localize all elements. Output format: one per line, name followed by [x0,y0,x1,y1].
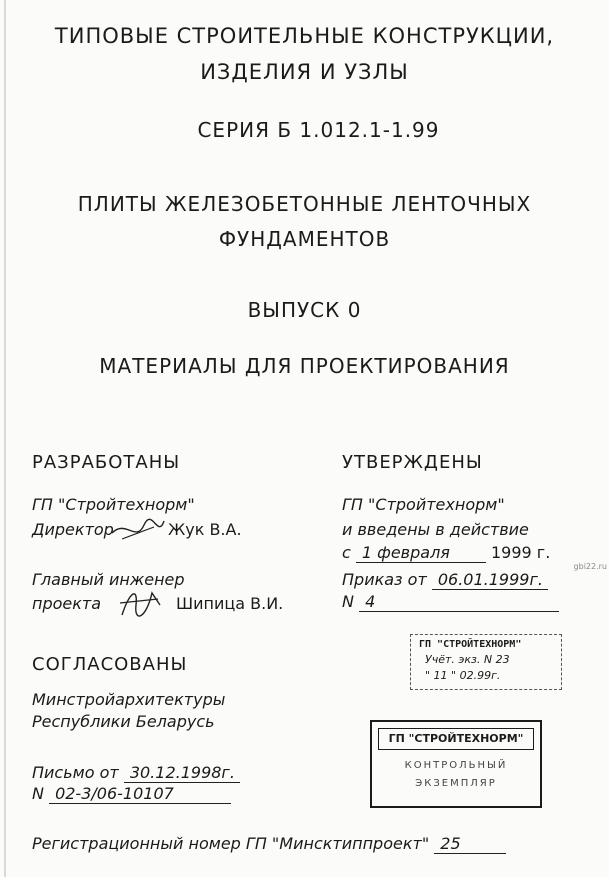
order-number-row [342,592,559,612]
stamp2-title: ГП "СТРОЙТЕХНОРМ" [378,728,534,750]
registration-row [32,834,506,854]
letter-label: Письмо от [32,763,119,782]
stamp2-line-2: ЭКЗЕМПЛЯР [415,778,497,789]
registration-value: 25 [434,834,506,854]
stamp1-line-2: Учёт. экз. N 23 [425,653,510,666]
chief-label-2: проекта [32,594,102,613]
order-date: 06.01.1999г. [432,570,548,590]
doc-subtitle: МАТЕРИАЛЫ ДЛЯ ПРОЕКТИРОВАНИЯ [99,354,510,378]
watermark: gbi22.ru [573,562,607,571]
developed-heading: РАЗРАБОТАНЫ [32,452,181,473]
director-label: Директор [32,520,114,539]
letter-date: 30.12.1998г. [124,763,240,783]
order-number-value: 4 [359,592,559,612]
series-title: СЕРИЯ Б 1.012.1-1.99 [197,118,440,142]
letter-row [32,763,240,783]
control-copy-stamp [370,720,542,808]
stamp2-line-1: КОНТРОЛЬНЫЙ [404,760,508,771]
issue-number: ВЫПУСК 0 [247,298,362,322]
director-name: Жук В.А. [168,520,242,539]
doc-title-line-2: ФУНДАМЕНТОВ [218,227,391,251]
approved-date-year: 1999 г. [490,543,551,562]
order-row [342,570,548,590]
stamp1-line-1: ГП "СТРОЙТЕХНОРМ" [419,639,522,650]
agreed-heading: СОГЛАСОВАНЫ [32,654,188,675]
approved-line-2: и введены в действие [342,520,529,539]
agreed-org-2: Республики Беларусь [32,712,215,731]
doc-title-line-1: ПЛИТЫ ЖЕЛЕЗОБЕТОННЫЕ ЛЕНТОЧНЫХ [77,192,532,216]
order-label: Приказ от [342,570,427,589]
director-signature-icon [108,515,168,545]
accounting-stamp [410,634,562,690]
page-edge [4,0,6,877]
approved-date-prefix: с [342,543,351,562]
approved-date-hand: 1 февраля [356,543,486,563]
agreed-org-1: Минстройархитектуры [32,690,226,709]
header-line-1: ТИПОВЫЕ СТРОИТЕЛЬНЫЕ КОНСТРУКЦИИ, [54,24,555,48]
header-line-2: ИЗДЕЛИЯ И УЗЛЫ [200,60,409,84]
approved-org: ГП "Стройтехнорм" [342,495,505,514]
registration-label: Регистрационный номер ГП "Минсктиппроект" [32,834,430,853]
chief-label-1: Главный инженер [32,570,185,589]
letter-number-label: N [32,784,44,803]
stamp1-line-3: " 11 " 02.99г. [425,669,501,682]
letter-number-row [32,784,231,804]
letter-number-value: 02-3/06-10107 [49,784,231,804]
chief-name: Шипица В.И. [176,594,284,613]
chief-signature-icon [116,585,166,621]
order-number-label: N [342,592,354,611]
approved-date-row [342,543,550,563]
approved-heading: УТВЕРЖДЕНЫ [342,452,483,473]
developed-org: ГП "Стройтехнорм" [32,495,195,514]
